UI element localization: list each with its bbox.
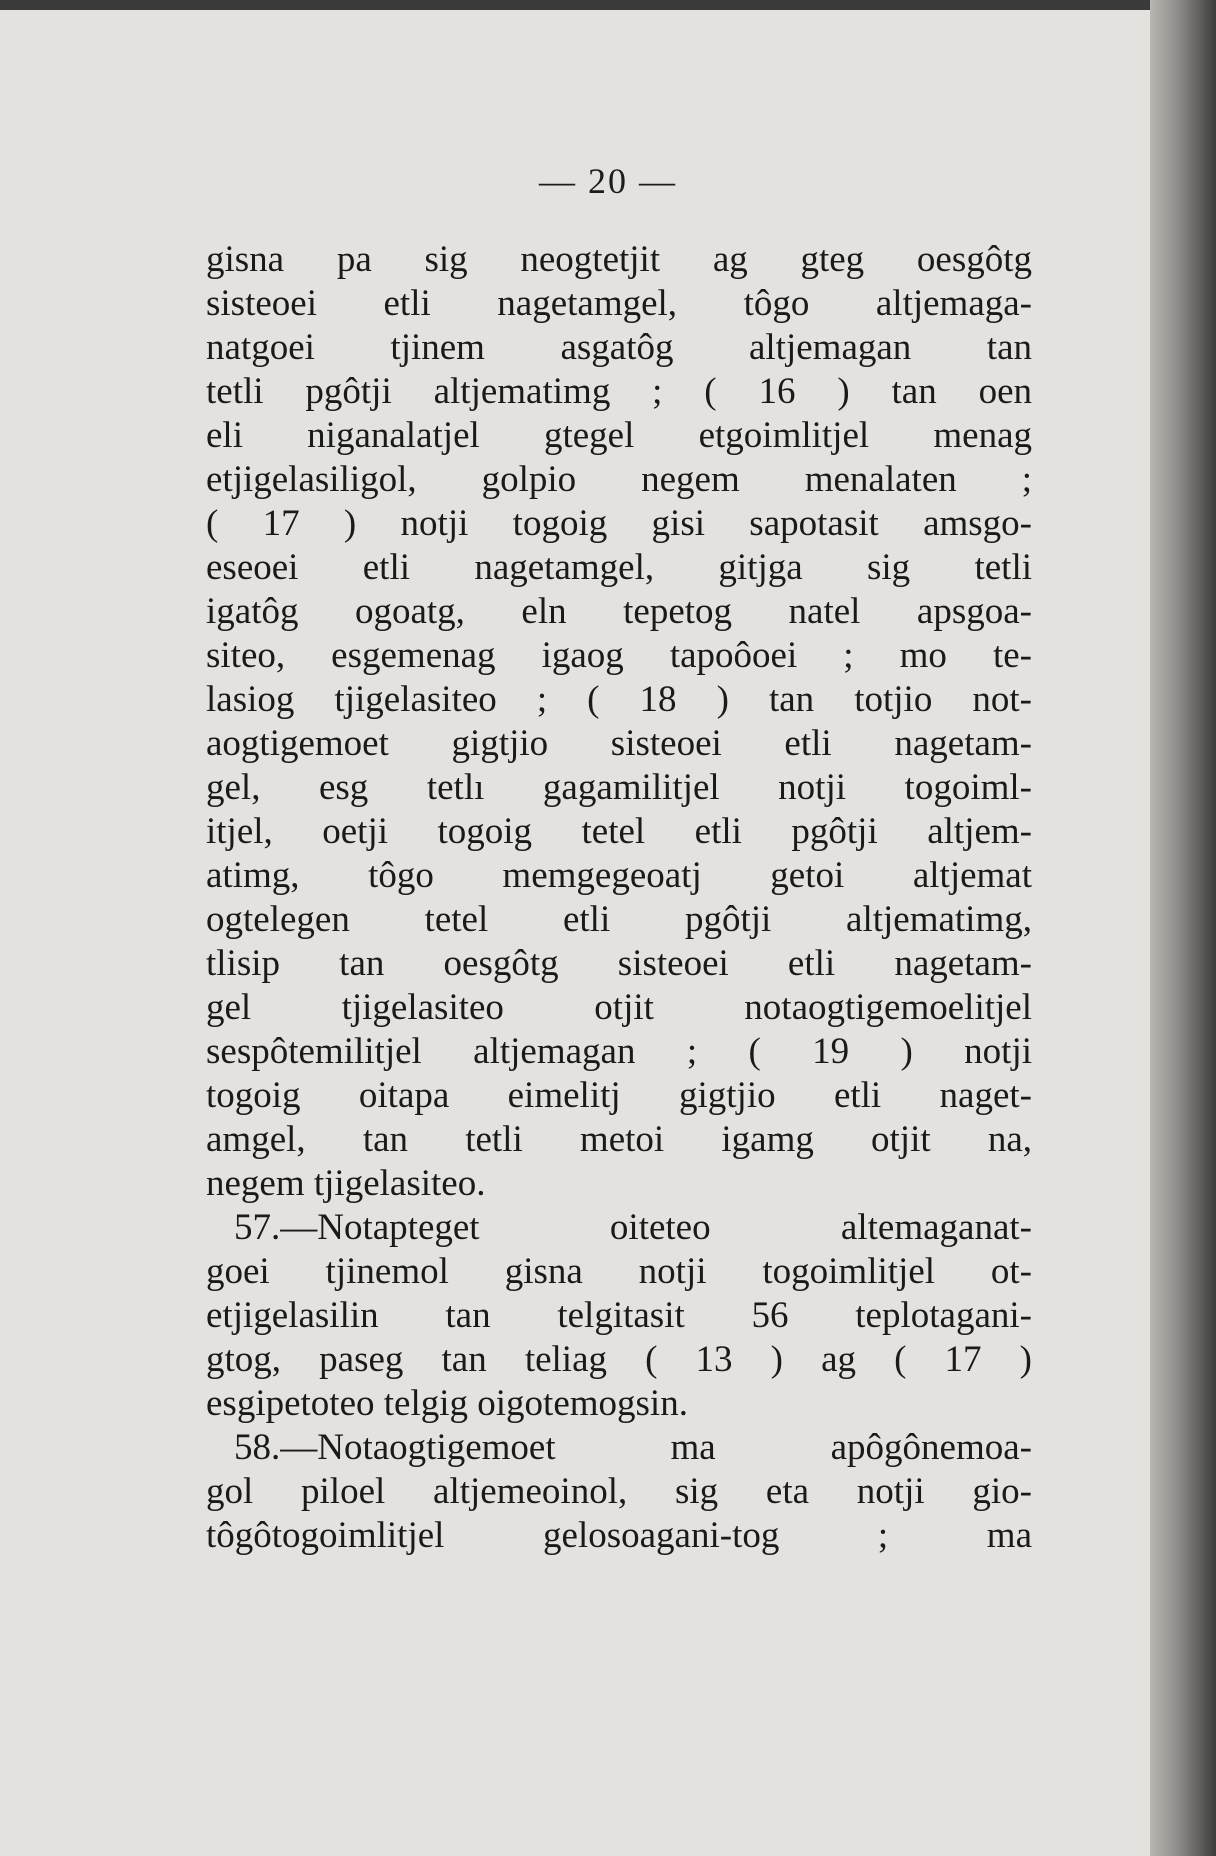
text-line: etjigelasilin tan telgitasit 56 teplotagani- bbox=[206, 1295, 1032, 1336]
text-line: itjel, oetji togoig tetel etli pgôtji altjem- bbox=[206, 811, 1032, 852]
text-line: amgel, tan tetli metoi igamg otjit na, bbox=[206, 1119, 1032, 1160]
text-line: gisna pa sig neogtetjit ag gteg oesgôtg bbox=[206, 239, 1032, 280]
text-line: ogtelegen tetel etli pgôtji altjematimg, bbox=[206, 899, 1032, 940]
text-line: sisteoei etli nagetamgel, tôgo altjemaga- bbox=[206, 283, 1032, 324]
text-line: togoig oitapa eimelitj gigtjio etli naget- bbox=[206, 1075, 1032, 1116]
text-line: negem tjigelasiteo. bbox=[206, 1163, 486, 1204]
text-line: etjigelasiligol, golpio negem menalaten ; bbox=[206, 459, 1032, 500]
text-line: lasiog tjigelasiteo ; ( 18 ) tan totjio not- bbox=[206, 679, 1032, 720]
text-line: 57.—Notapteget oiteteo altemaganat- bbox=[234, 1207, 1032, 1248]
book-spine-shadow bbox=[1150, 0, 1216, 1856]
text-line: goei tjinemol gisna notji togoimlitjel ot- bbox=[206, 1251, 1032, 1292]
text-line: igatôg ogoatg, eln tepetog natel apsgoa- bbox=[206, 591, 1032, 632]
text-line: aogtigemoet gigtjio sisteoei etli nagetam- bbox=[206, 723, 1032, 764]
text-line: gol piloel altjemeoinol, sig eta notji gio- bbox=[206, 1471, 1032, 1512]
text-line: gtog, paseg tan teliag ( 13 ) ag ( 17 ) bbox=[206, 1339, 1032, 1380]
text-line: tetli pgôtji altjematimg ; ( 16 ) tan oen bbox=[206, 371, 1032, 412]
text-line: gel tjigelasiteo otjit notaogtigemoelitjel bbox=[206, 987, 1032, 1028]
text-line: eli niganalatjel gtegel etgoimlitjel menag bbox=[206, 415, 1032, 456]
text-line: 58.—Notaogtigemoet ma apôgônemoa- bbox=[234, 1427, 1032, 1468]
page-number: — 20 — bbox=[539, 161, 677, 201]
text-line: eseoei etli nagetamgel, gitjga sig tetli bbox=[206, 547, 1032, 588]
text-line: ( 17 ) notji togoig gisi sapotasit amsgo- bbox=[206, 503, 1032, 544]
text-line: tôgôtogoimlitjel gelosoagani-tog ; ma bbox=[206, 1515, 1032, 1556]
text-line: esgipetoteo telgig oigotemogsin. bbox=[206, 1383, 688, 1424]
text-line: siteo, esgemenag igaog tapoôoei ; mo te- bbox=[206, 635, 1032, 676]
text-line: tlisip tan oesgôtg sisteoei etli nagetam- bbox=[206, 943, 1032, 984]
text-line: sespôtemilitjel altjemagan ; ( 19 ) notji bbox=[206, 1031, 1032, 1072]
text-line: atimg, tôgo memgegeoatj getoi altjemat bbox=[206, 855, 1032, 896]
text-line: gel, esg tetlı gagamilitjel notji togoiml- bbox=[206, 767, 1032, 808]
body-text bbox=[206, 238, 1032, 1558]
text-line: natgoei tjinem asgatôg altjemagan tan bbox=[206, 327, 1032, 368]
